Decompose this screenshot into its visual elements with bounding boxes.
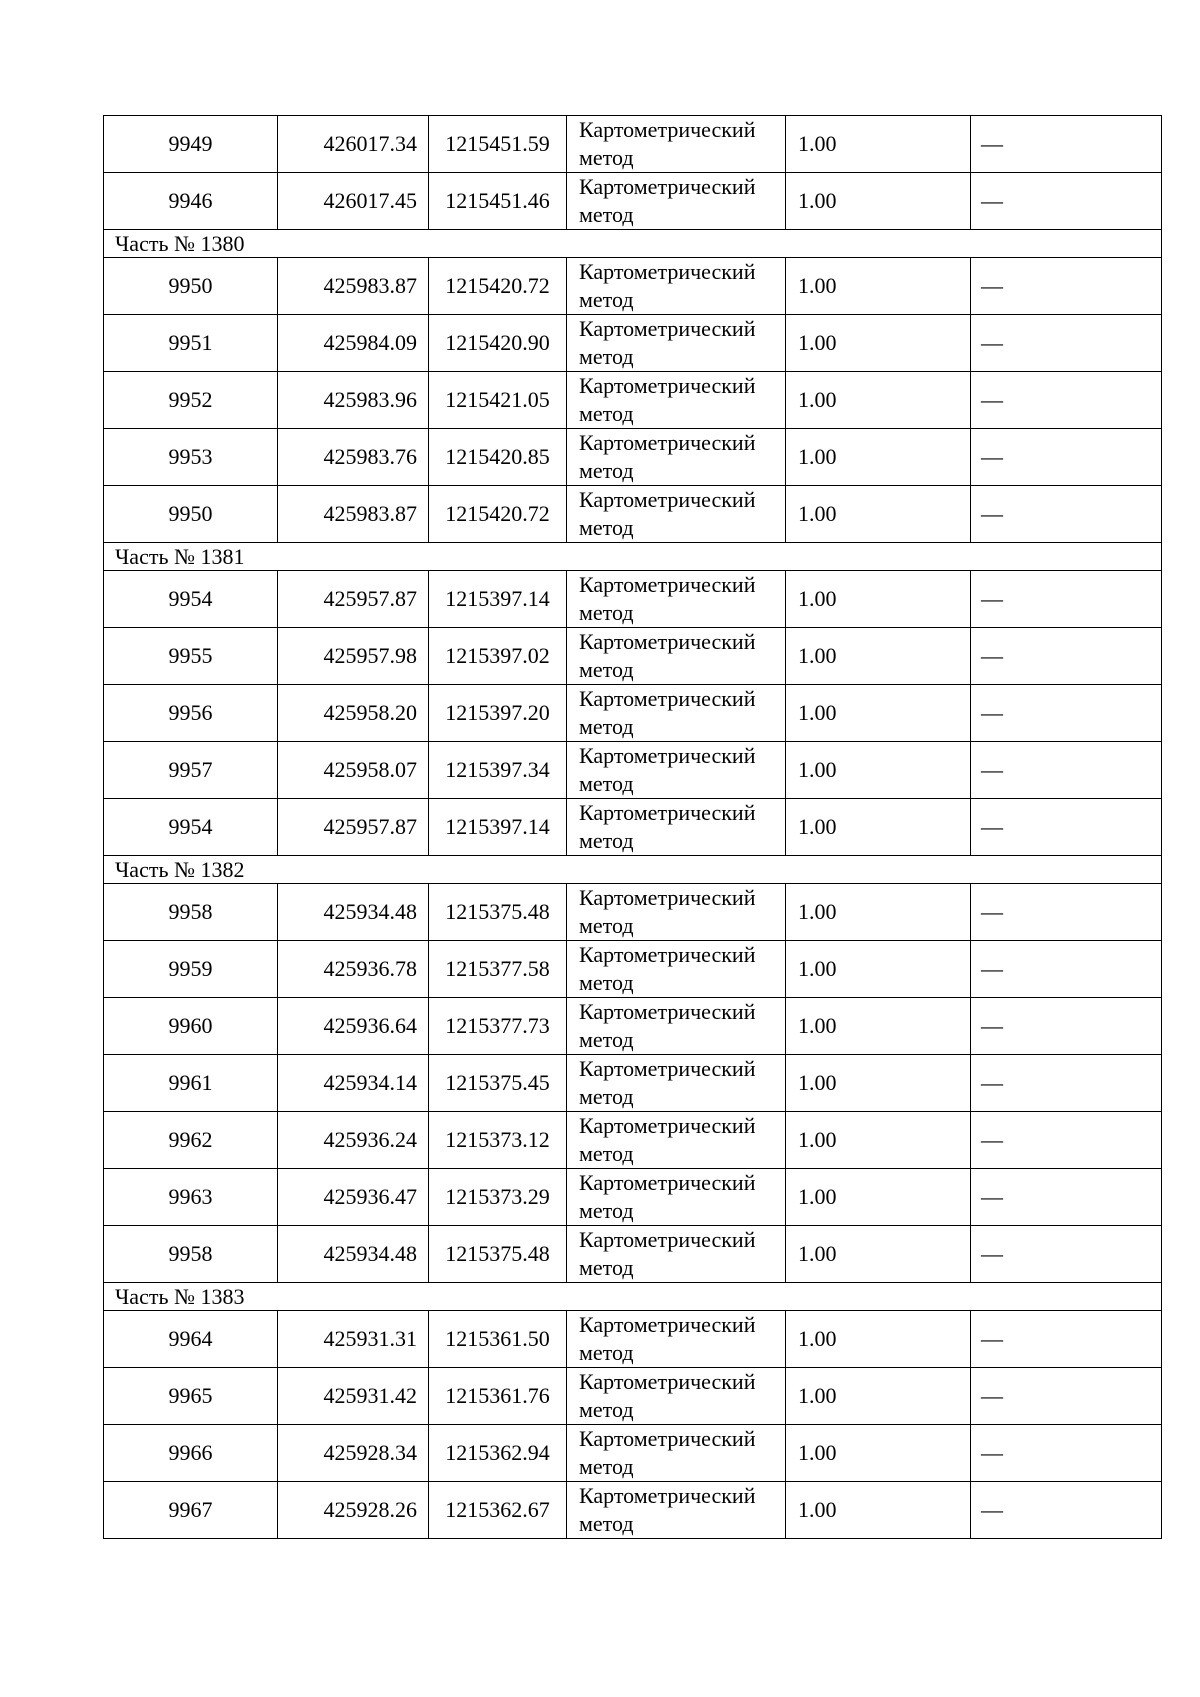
method-line-1: Картометрический xyxy=(579,1227,756,1252)
accuracy-cell: 1.00 xyxy=(786,799,971,856)
accuracy-cell: 1.00 xyxy=(786,116,971,173)
accuracy-cell: 1.00 xyxy=(786,1112,971,1169)
table-row xyxy=(104,1368,1162,1425)
point-number-cell: 9954 xyxy=(104,571,278,628)
table-row xyxy=(104,1311,1162,1368)
table-row xyxy=(104,628,1162,685)
table-row xyxy=(104,116,1162,173)
method-cell xyxy=(567,941,786,998)
method-line-1: Картометрический xyxy=(579,885,756,910)
point-number-cell: 9965 xyxy=(104,1368,278,1425)
table-row xyxy=(104,173,1162,230)
method-line-1: Картометрический xyxy=(579,1170,756,1195)
point-number-cell: 9966 xyxy=(104,1425,278,1482)
coordinates-table-body xyxy=(104,116,1162,1539)
method-line-2: метод xyxy=(579,1255,634,1280)
x-coordinate-cell: 425957.87 xyxy=(278,799,429,856)
y-coordinate-cell: 1215377.58 xyxy=(429,941,567,998)
part-label: Часть № 1381 xyxy=(104,543,1162,571)
point-number-cell: 9961 xyxy=(104,1055,278,1112)
method-line-1: Картометрический xyxy=(579,373,756,398)
accuracy-cell: 1.00 xyxy=(786,685,971,742)
table-row xyxy=(104,1055,1162,1112)
description-cell: — xyxy=(971,628,1162,685)
method-cell xyxy=(567,685,786,742)
method-cell xyxy=(567,429,786,486)
method-cell xyxy=(567,742,786,799)
description-cell: — xyxy=(971,116,1162,173)
y-coordinate-cell: 1215397.02 xyxy=(429,628,567,685)
part-header-row xyxy=(104,1283,1162,1311)
part-label: Часть № 1380 xyxy=(104,230,1162,258)
y-coordinate-cell: 1215397.14 xyxy=(429,571,567,628)
accuracy-cell: 1.00 xyxy=(786,1226,971,1283)
method-line-1: Картометрический xyxy=(579,1483,756,1508)
y-coordinate-cell: 1215375.48 xyxy=(429,884,567,941)
method-line-2: метод xyxy=(579,1397,634,1422)
point-number-cell: 9950 xyxy=(104,486,278,543)
point-number-cell: 9963 xyxy=(104,1169,278,1226)
description-cell: — xyxy=(971,173,1162,230)
method-line-1: Картометрический xyxy=(579,686,756,711)
point-number-cell: 9949 xyxy=(104,116,278,173)
accuracy-cell: 1.00 xyxy=(786,571,971,628)
x-coordinate-cell: 426017.34 xyxy=(278,116,429,173)
accuracy-cell: 1.00 xyxy=(786,628,971,685)
method-line-2: метод xyxy=(579,714,634,739)
point-number-cell: 9960 xyxy=(104,998,278,1055)
method-line-2: метод xyxy=(579,657,634,682)
method-line-2: метод xyxy=(579,458,634,483)
description-cell: — xyxy=(971,1112,1162,1169)
y-coordinate-cell: 1215361.76 xyxy=(429,1368,567,1425)
point-number-cell: 9954 xyxy=(104,799,278,856)
part-header-row xyxy=(104,856,1162,884)
method-cell xyxy=(567,1226,786,1283)
accuracy-cell: 1.00 xyxy=(786,315,971,372)
method-cell xyxy=(567,1055,786,1112)
table-row xyxy=(104,1112,1162,1169)
method-line-2: метод xyxy=(579,1141,634,1166)
part-label: Часть № 1382 xyxy=(104,856,1162,884)
method-line-1: Картометрический xyxy=(579,1426,756,1451)
x-coordinate-cell: 425928.26 xyxy=(278,1482,429,1539)
table-row xyxy=(104,429,1162,486)
description-cell: — xyxy=(971,799,1162,856)
method-cell xyxy=(567,884,786,941)
table-row xyxy=(104,372,1162,429)
description-cell: — xyxy=(971,1055,1162,1112)
method-line-2: метод xyxy=(579,1198,634,1223)
method-line-2: метод xyxy=(579,287,634,312)
method-line-1: Картометрический xyxy=(579,1312,756,1337)
description-cell: — xyxy=(971,941,1162,998)
method-line-2: метод xyxy=(579,1027,634,1052)
accuracy-cell: 1.00 xyxy=(786,884,971,941)
accuracy-cell: 1.00 xyxy=(786,742,971,799)
method-line-1: Картометрический xyxy=(579,487,756,512)
x-coordinate-cell: 426017.45 xyxy=(278,173,429,230)
x-coordinate-cell: 425928.34 xyxy=(278,1425,429,1482)
accuracy-cell: 1.00 xyxy=(786,941,971,998)
method-line-2: метод xyxy=(579,1511,634,1536)
x-coordinate-cell: 425958.07 xyxy=(278,742,429,799)
method-cell xyxy=(567,173,786,230)
y-coordinate-cell: 1215397.14 xyxy=(429,799,567,856)
y-coordinate-cell: 1215375.48 xyxy=(429,1226,567,1283)
accuracy-cell: 1.00 xyxy=(786,372,971,429)
method-line-1: Картометрический xyxy=(579,259,756,284)
method-line-1: Картометрический xyxy=(579,316,756,341)
description-cell: — xyxy=(971,1425,1162,1482)
method-line-1: Картометрический xyxy=(579,572,756,597)
method-line-2: метод xyxy=(579,1454,634,1479)
accuracy-cell: 1.00 xyxy=(786,1425,971,1482)
x-coordinate-cell: 425983.87 xyxy=(278,258,429,315)
method-cell xyxy=(567,1311,786,1368)
description-cell: — xyxy=(971,685,1162,742)
method-cell xyxy=(567,571,786,628)
method-line-2: метод xyxy=(579,1084,634,1109)
point-number-cell: 9955 xyxy=(104,628,278,685)
method-line-1: Картометрический xyxy=(579,999,756,1024)
point-number-cell: 9953 xyxy=(104,429,278,486)
method-line-1: Картометрический xyxy=(579,800,756,825)
method-line-2: метод xyxy=(579,600,634,625)
point-number-cell: 9964 xyxy=(104,1311,278,1368)
x-coordinate-cell: 425936.47 xyxy=(278,1169,429,1226)
method-cell xyxy=(567,1169,786,1226)
y-coordinate-cell: 1215451.59 xyxy=(429,116,567,173)
method-line-1: Картометрический xyxy=(579,629,756,654)
method-cell xyxy=(567,1482,786,1539)
table-row xyxy=(104,1169,1162,1226)
part-label: Часть № 1383 xyxy=(104,1283,1162,1311)
description-cell: — xyxy=(971,884,1162,941)
y-coordinate-cell: 1215362.94 xyxy=(429,1425,567,1482)
method-line-2: метод xyxy=(579,344,634,369)
table-row xyxy=(104,486,1162,543)
table-row xyxy=(104,315,1162,372)
description-cell: — xyxy=(971,1368,1162,1425)
method-line-2: метод xyxy=(579,970,634,995)
method-cell xyxy=(567,998,786,1055)
method-cell xyxy=(567,1425,786,1482)
method-line-1: Картометрический xyxy=(579,174,756,199)
x-coordinate-cell: 425934.48 xyxy=(278,1226,429,1283)
x-coordinate-cell: 425936.24 xyxy=(278,1112,429,1169)
y-coordinate-cell: 1215377.73 xyxy=(429,998,567,1055)
table-row xyxy=(104,258,1162,315)
x-coordinate-cell: 425957.87 xyxy=(278,571,429,628)
method-line-1: Картометрический xyxy=(579,743,756,768)
accuracy-cell: 1.00 xyxy=(786,1482,971,1539)
description-cell: — xyxy=(971,315,1162,372)
y-coordinate-cell: 1215420.72 xyxy=(429,258,567,315)
method-line-2: метод xyxy=(579,515,634,540)
accuracy-cell: 1.00 xyxy=(786,486,971,543)
method-cell xyxy=(567,799,786,856)
point-number-cell: 9952 xyxy=(104,372,278,429)
description-cell: — xyxy=(971,571,1162,628)
description-cell: — xyxy=(971,429,1162,486)
accuracy-cell: 1.00 xyxy=(786,429,971,486)
description-cell: — xyxy=(971,1169,1162,1226)
method-line-2: метод xyxy=(579,202,634,227)
point-number-cell: 9957 xyxy=(104,742,278,799)
point-number-cell: 9958 xyxy=(104,1226,278,1283)
accuracy-cell: 1.00 xyxy=(786,1169,971,1226)
x-coordinate-cell: 425983.96 xyxy=(278,372,429,429)
description-cell: — xyxy=(971,1311,1162,1368)
accuracy-cell: 1.00 xyxy=(786,998,971,1055)
x-coordinate-cell: 425958.20 xyxy=(278,685,429,742)
y-coordinate-cell: 1215397.20 xyxy=(429,685,567,742)
x-coordinate-cell: 425983.76 xyxy=(278,429,429,486)
method-cell xyxy=(567,1112,786,1169)
method-cell xyxy=(567,628,786,685)
y-coordinate-cell: 1215421.05 xyxy=(429,372,567,429)
x-coordinate-cell: 425983.87 xyxy=(278,486,429,543)
table-row xyxy=(104,998,1162,1055)
y-coordinate-cell: 1215420.90 xyxy=(429,315,567,372)
y-coordinate-cell: 1215373.12 xyxy=(429,1112,567,1169)
description-cell: — xyxy=(971,998,1162,1055)
description-cell: — xyxy=(971,1226,1162,1283)
method-cell xyxy=(567,258,786,315)
method-cell xyxy=(567,486,786,543)
description-cell: — xyxy=(971,1482,1162,1539)
accuracy-cell: 1.00 xyxy=(786,1311,971,1368)
table-row xyxy=(104,799,1162,856)
accuracy-cell: 1.00 xyxy=(786,258,971,315)
y-coordinate-cell: 1215420.72 xyxy=(429,486,567,543)
x-coordinate-cell: 425936.64 xyxy=(278,998,429,1055)
accuracy-cell: 1.00 xyxy=(786,173,971,230)
table-row xyxy=(104,1226,1162,1283)
method-line-2: метод xyxy=(579,1340,634,1365)
point-number-cell: 9946 xyxy=(104,173,278,230)
y-coordinate-cell: 1215451.46 xyxy=(429,173,567,230)
y-coordinate-cell: 1215397.34 xyxy=(429,742,567,799)
coordinates-table xyxy=(103,115,1162,1539)
method-line-2: метод xyxy=(579,145,634,170)
point-number-cell: 9950 xyxy=(104,258,278,315)
method-cell xyxy=(567,372,786,429)
method-line-2: метод xyxy=(579,771,634,796)
description-cell: — xyxy=(971,742,1162,799)
table-row xyxy=(104,941,1162,998)
point-number-cell: 9956 xyxy=(104,685,278,742)
point-number-cell: 9962 xyxy=(104,1112,278,1169)
method-cell xyxy=(567,315,786,372)
point-number-cell: 9951 xyxy=(104,315,278,372)
part-header-row xyxy=(104,543,1162,571)
table-row xyxy=(104,1425,1162,1482)
x-coordinate-cell: 425936.78 xyxy=(278,941,429,998)
y-coordinate-cell: 1215420.85 xyxy=(429,429,567,486)
x-coordinate-cell: 425931.31 xyxy=(278,1311,429,1368)
x-coordinate-cell: 425931.42 xyxy=(278,1368,429,1425)
point-number-cell: 9958 xyxy=(104,884,278,941)
method-cell xyxy=(567,1368,786,1425)
x-coordinate-cell: 425934.14 xyxy=(278,1055,429,1112)
method-line-1: Картометрический xyxy=(579,1056,756,1081)
accuracy-cell: 1.00 xyxy=(786,1055,971,1112)
method-line-1: Картометрический xyxy=(579,1369,756,1394)
table-row xyxy=(104,1482,1162,1539)
method-line-1: Картометрический xyxy=(579,942,756,967)
method-line-2: метод xyxy=(579,401,634,426)
y-coordinate-cell: 1215373.29 xyxy=(429,1169,567,1226)
x-coordinate-cell: 425984.09 xyxy=(278,315,429,372)
table-row xyxy=(104,685,1162,742)
point-number-cell: 9959 xyxy=(104,941,278,998)
table-row xyxy=(104,884,1162,941)
table-row xyxy=(104,571,1162,628)
y-coordinate-cell: 1215361.50 xyxy=(429,1311,567,1368)
x-coordinate-cell: 425934.48 xyxy=(278,884,429,941)
method-line-2: метод xyxy=(579,913,634,938)
method-line-1: Картометрический xyxy=(579,430,756,455)
part-header-row xyxy=(104,230,1162,258)
method-line-1: Картометрический xyxy=(579,1113,756,1138)
y-coordinate-cell: 1215375.45 xyxy=(429,1055,567,1112)
method-cell xyxy=(567,116,786,173)
description-cell: — xyxy=(971,258,1162,315)
table-row xyxy=(104,742,1162,799)
method-line-1: Картометрический xyxy=(579,117,756,142)
x-coordinate-cell: 425957.98 xyxy=(278,628,429,685)
method-line-2: метод xyxy=(579,828,634,853)
description-cell: — xyxy=(971,486,1162,543)
accuracy-cell: 1.00 xyxy=(786,1368,971,1425)
description-cell: — xyxy=(971,372,1162,429)
y-coordinate-cell: 1215362.67 xyxy=(429,1482,567,1539)
point-number-cell: 9967 xyxy=(104,1482,278,1539)
